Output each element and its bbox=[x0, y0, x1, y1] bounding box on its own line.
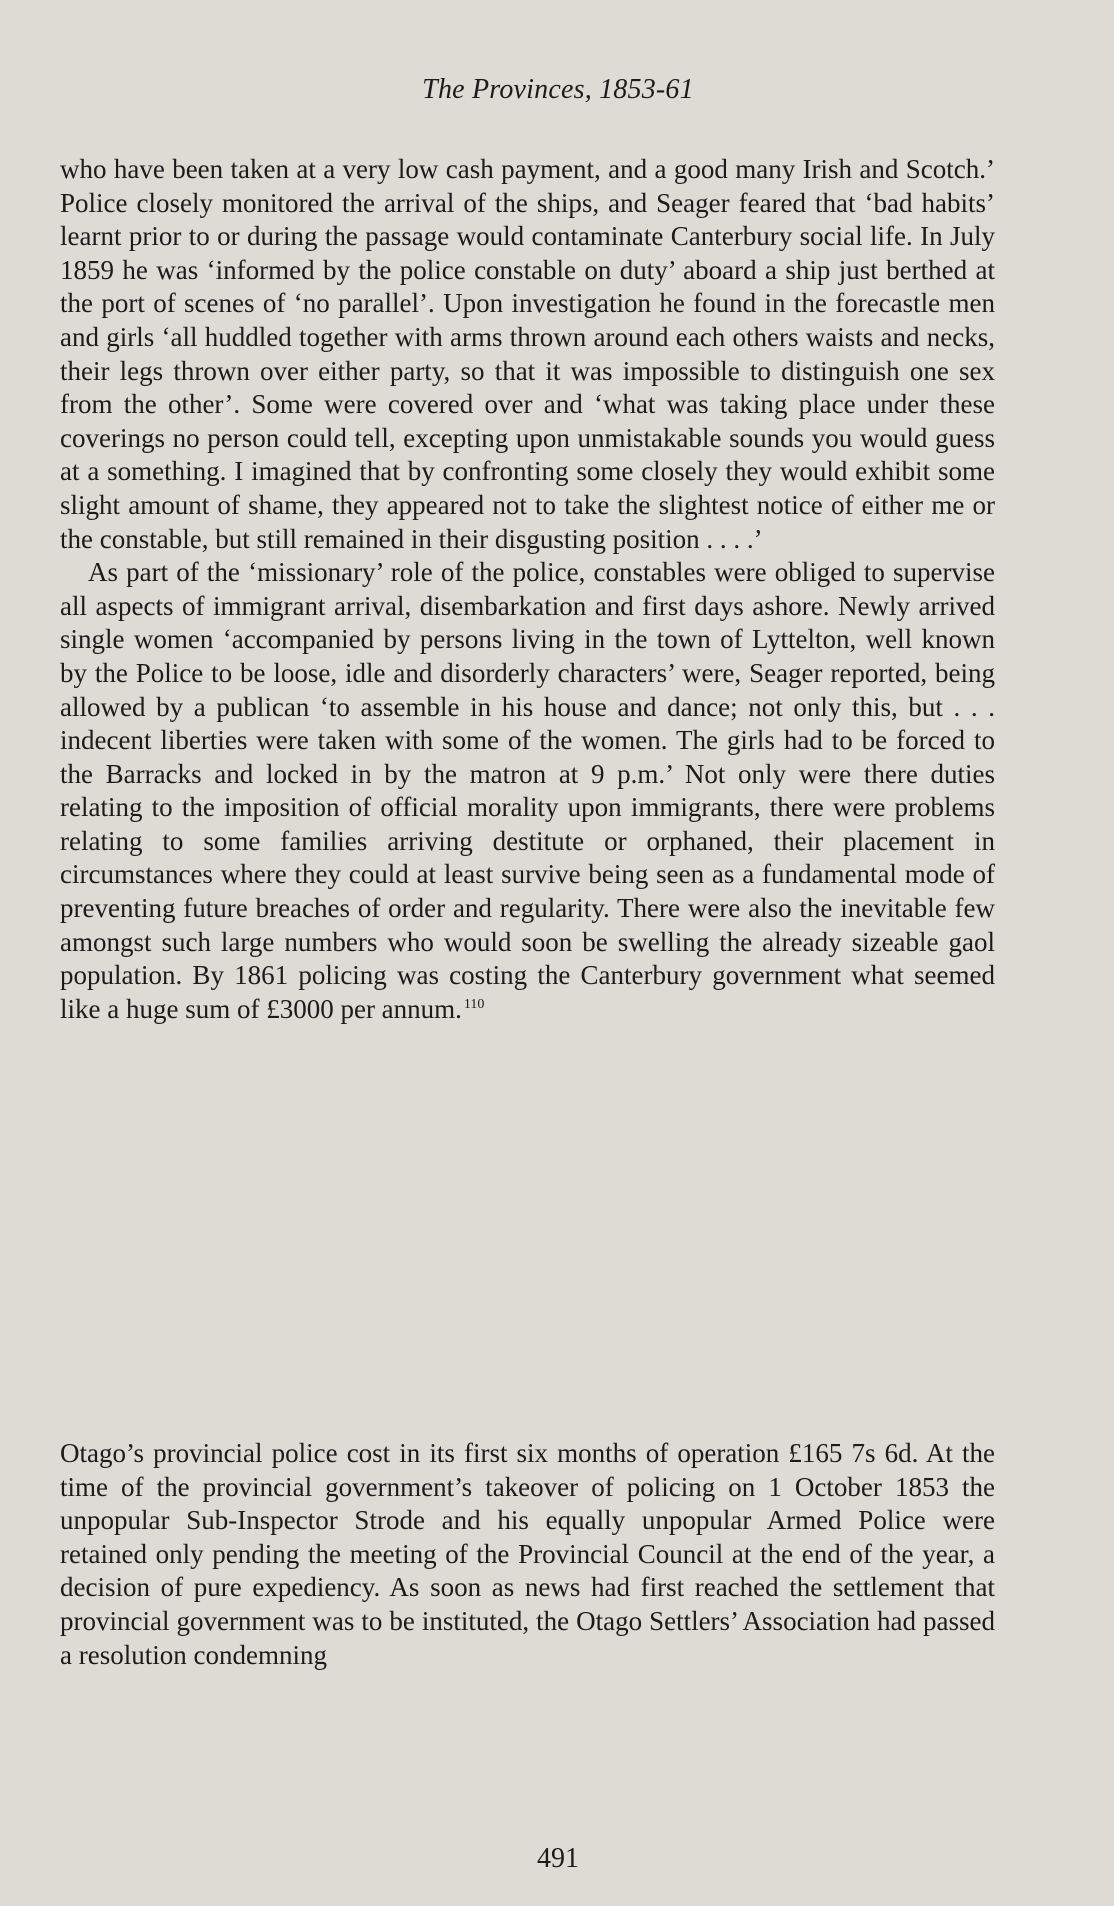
running-head: The Provinces, 1853-61 bbox=[422, 74, 694, 105]
section-text-block bbox=[60, 1437, 995, 1672]
book-page bbox=[60, 0, 1060, 1906]
paragraph-otago: Otago’s provincial police cost in its first six months of operation £165 7s 6d. At the time of the provincial government’s takeover of policing on 1 October 1853 the unpopular Sub-Inspector Strode and his equally unpopular Armed Police were retained only pending the meeting of the Provincial Council at the end of the year, a decision of pure expediency. As soon as news had first reached the settlement that provincial government was to be instituted, the Otago Settlers’ Association had passed a resolution condemning bbox=[60, 1438, 995, 1670]
paragraph-continued: who have been taken at a very low cash payment, and a good many Irish and Scotch.’ Police closely monitored the arrival of the ships, and Seager feared that ‘bad habits’ learnt prior to or during the passage would contaminate Canterbury social life. In July 1859 he was ‘informed by the police constable on duty’ aboard a ship just berthed at the port of scenes of ‘no parallel’. Upon investigation he found in the forecastle men and girls ‘all huddled together with arms thrown around each others waists and necks, their legs thrown over either party, so that it was impossible to distinguish one sex from the other’. Some were covered over and ‘what was taking place under these coverings no person could tell, excepting upon unmistakable sounds you would guess at a something. I imagined that by confronting some closely they would exhibit some slight amount of shame, they appeared not to take the slightest notice of either me or the constable, but still remained in their disgusting position . . . .’ bbox=[60, 154, 995, 554]
paragraph-text: As part of the ‘missionary’ role of the police, constables were obliged to supervise all aspects of immigrant arrival, disembarkation and first days ashore. Newly arrived single women ‘accompanied by persons living in the town of Lyttelton, well known by the Police to be loose, idle and disorderly characters’ were, Seager reported, being allowed by a publican ‘to assemble in his house and dance; not only this, but . . . indecent liberties were taken with some of the women. The girls had to be forced to the Barracks and locked in by the matron at 9 p.m.’ Not only were there duties relating to the imposition of official morality upon immigrants, there were problems relating to some families arriving destitute or orphaned, their placement in circumstances where they could at least survive being seen as a fundamental mode of preventing future breaches of order and regularity. There were also the inevitable few amongst such large numbers who would soon be swelling the already sizeable gaol population. By 1861 policing was costing the Canterbury government what seemed like a huge sum of £3000 per annum. bbox=[60, 557, 995, 1024]
main-text-block bbox=[60, 153, 995, 1026]
paragraph-missionary-role bbox=[60, 556, 995, 1026]
page-number: 491 bbox=[537, 1843, 579, 1874]
footnote-reference: 110 bbox=[463, 996, 485, 1012]
